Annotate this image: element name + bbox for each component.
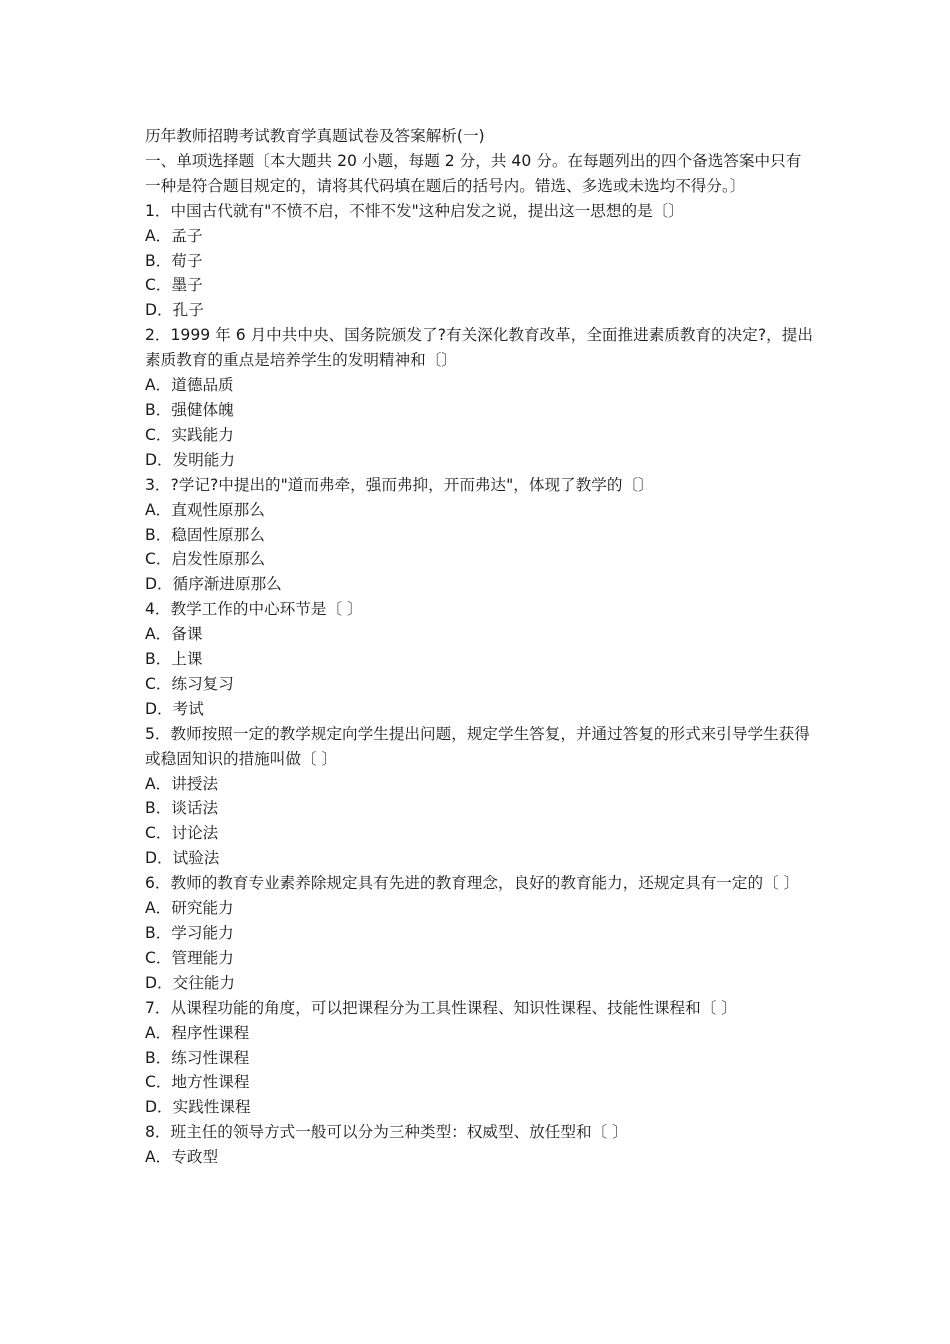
option-b: B．荀子 xyxy=(145,251,203,270)
option-b: B．稳固性原那么 xyxy=(145,525,265,544)
question-stem: 7．从课程功能的角度，可以把课程分为工具性课程、知识性课程、技能性课程和〔 〕 xyxy=(145,998,737,1017)
document-page xyxy=(145,124,815,1170)
question-4 xyxy=(145,597,815,722)
question-stem: 1．中国古代就有"不愤不启，不悱不发"这种启发之说，提出这一思想的是〔〕 xyxy=(145,201,684,220)
question-7 xyxy=(145,996,815,1121)
question-8 xyxy=(145,1120,815,1170)
option-c: C．启发性原那么 xyxy=(145,550,266,569)
question-stem: 5．教师按照一定的教学规定向学生提出问题，规定学生答复，并通过答复的形式来引导学生获得或稳固知识的措施叫做〔 〕 xyxy=(145,724,810,768)
section-intro: 一、单项选择题〔本大题共 20 小题，每题 2 分，共 40 分。在每题列出的四个备选答案中只有一种是符合题目规定的，请将其代码填在题后的括号内。错选、多选或未选均不得分。〕 xyxy=(145,151,802,195)
question-stem: 8．班主任的领导方式一般可以分为三种类型：权威型、放任型和〔 〕 xyxy=(145,1123,628,1142)
question-3 xyxy=(145,473,815,598)
option-b: B．学习能力 xyxy=(145,924,234,942)
question-stem: 2．1999 年 6 月中共中央、国务院颁发了?有关深化教育改革，全面推进素质教育的决定?，提出素质教育的重点是培养学生的发明精神和〔〕 xyxy=(145,326,813,370)
question-1 xyxy=(145,199,815,324)
option-d: D．孔子 xyxy=(145,301,204,320)
option-a: A．孟子 xyxy=(145,226,203,245)
option-a: A．专政型 xyxy=(145,1148,219,1167)
option-d: D．试验法 xyxy=(145,849,220,868)
option-d: D．交往能力 xyxy=(145,973,235,992)
option-a: A．备课 xyxy=(145,625,203,644)
question-stem: 4．教学工作的中心环节是〔 〕 xyxy=(145,600,363,619)
option-a: A．道德品质 xyxy=(145,376,234,395)
question-6 xyxy=(145,871,815,996)
option-b: B．上课 xyxy=(145,650,203,669)
option-d: D．循序渐进原那么 xyxy=(145,575,282,594)
question-2 xyxy=(145,323,815,472)
option-c: C．墨子 xyxy=(145,276,203,295)
option-c: C．管理能力 xyxy=(145,948,234,967)
question-stem: 3．?学记?中提出的"道而弗牵，强而弗抑，开而弗达"，体现了教学的〔〕 xyxy=(145,475,654,494)
option-c: C．练习复习 xyxy=(145,674,234,693)
option-c: C．实践能力 xyxy=(145,425,234,444)
question-5 xyxy=(145,722,815,871)
option-a: A．讲授法 xyxy=(145,774,219,793)
option-c: C．讨论法 xyxy=(145,824,219,843)
option-b: B．练习性课程 xyxy=(145,1048,250,1067)
option-d: D．实践性课程 xyxy=(145,1098,251,1117)
question-stem: 6．教师的教育专业素养除规定具有先进的教育理念，良好的教育能力，还规定具有一定的〔 〕 xyxy=(145,874,800,893)
option-a: A．直观性原那么 xyxy=(145,500,265,519)
option-a: A．研究能力 xyxy=(145,899,234,918)
option-a: A．程序性课程 xyxy=(145,1023,250,1042)
option-d: D．发明能力 xyxy=(145,450,235,469)
option-b: B．谈话法 xyxy=(145,799,219,818)
option-d: D．考试 xyxy=(145,699,204,718)
document-title: 历年教师招聘考试教育学真题试卷及答案解析(一) xyxy=(145,127,485,145)
option-b: B．强健体魄 xyxy=(145,400,234,419)
option-c: C．地方性课程 xyxy=(145,1073,250,1092)
